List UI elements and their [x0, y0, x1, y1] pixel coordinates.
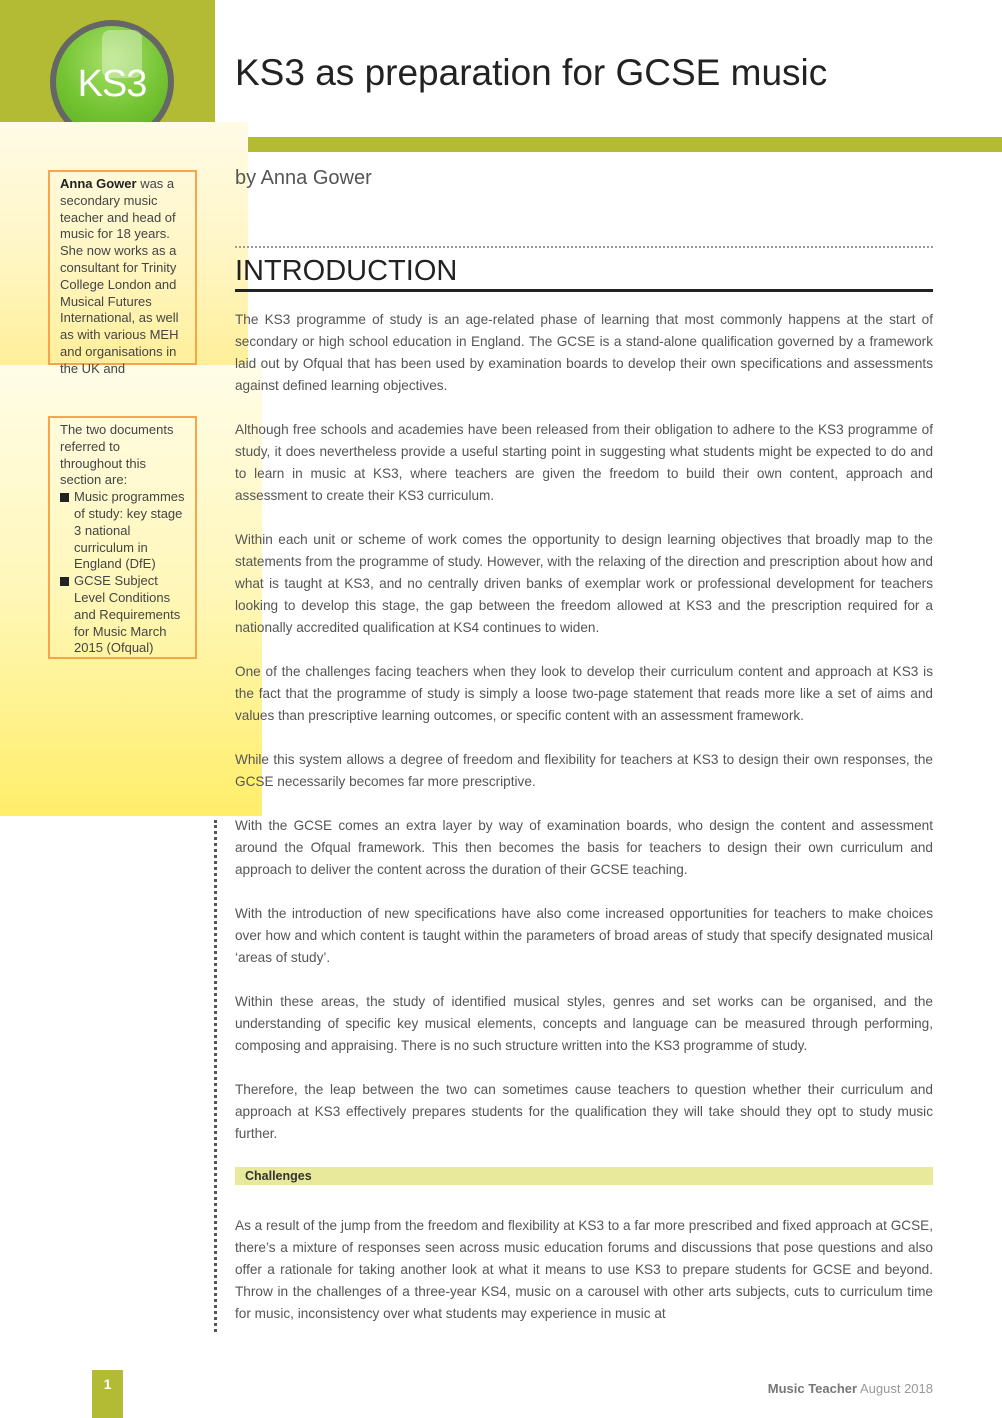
challenges-subheading: Challenges — [235, 1167, 933, 1185]
footer-credit — [768, 1381, 933, 1396]
body-paragraph: The KS3 programme of study is an age-related phase of learning that most commonly happens at the start of secondary or high school education in England. The GCSE is a stand-alone qualification governed by a framework laid out by Ofqual that has been used by examination boards to develop their own specifications and assessments against defined learning objectives. — [235, 312, 933, 393]
body-paragraph: Within these areas, the study of identified musical styles, genres and set works can be organised, and the understanding of specific key musical elements, concepts and language can be measured through performing, composing and appraising. There is no such structure written into the KS3 programme of study. — [235, 994, 933, 1053]
author-bio-text: was a secondary music teacher and head of music for 18 years. She now works as a consultant for Trinity College London and Musical Futures International, as well as with various MEH and organisations in the UK and — [60, 176, 179, 376]
body-paragraph: As a result of the jump from the freedom and flexibility at KS3 to a far more prescribed and fixed approach at GCSE, there’s a mixture of responses seen across music education forums and discussions that pose questions and also offer a rationale for taking another look at what it means to use KS3 to prepare students for GCSE and beyond. Throw in the challenges of a three-year KS4, music on a carousel with other arts subjects, cuts to curriculum time for music, inconsistency over what students may experience in music at — [235, 1218, 933, 1321]
body-paragraph: Therefore, the leap between the two can sometimes cause teachers to question whether their curriculum and approach at KS3 effectively prepares students for the qualification they will take should they opt to study music further. — [235, 1082, 933, 1141]
documents-box — [48, 416, 197, 659]
body-paragraph: While this system allows a degree of freedom and flexibility for teachers at KS3 to design their own responses, the GCSE necessarily becomes far more prescriptive. — [235, 752, 933, 789]
body-paragraph: With the introduction of new specifications have also come increased opportunities for teachers to make choices over how and which content is taught within the parameters of broad areas of study that specify designated musical ‘areas of study’. — [235, 906, 933, 965]
body-paragraph: Although free schools and academies have been released from their obligation to adhere to the KS3 programme of study, it does nevertheless provide a useful starting point in suggesting what students might be expected to do and to learn in music at KS3, where teachers are given the freedom to build their own content, approach and assessment to create their KS3 curriculum. — [235, 422, 933, 503]
author-name: Anna Gower — [60, 176, 137, 191]
publication-name: Music Teacher — [767, 1381, 858, 1396]
document-item: Music programmes of study: key stage 3 national curriculum in England (DfE) — [60, 489, 185, 573]
documents-list — [60, 489, 185, 657]
body-paragraph: One of the challenges facing teachers when they look to develop their curriculum content and approach at KS3 is the fact that the programme of study is simply a loose two-page statement that reads more like a set of aims and values than prescriptive learning outcomes, or specific content with an assessment framework. — [235, 664, 933, 723]
issue-date: August 2018 — [857, 1381, 933, 1396]
page-title: KS3 as preparation for GCSE music — [235, 52, 828, 93]
document-item: GCSE Subject Level Conditions and Requirements for Music March 2015 (Ofqual) — [60, 573, 185, 657]
section-heading: INTRODUCTION — [235, 255, 458, 287]
badge-label: KS3 — [77, 62, 147, 105]
dotted-divider — [235, 246, 933, 248]
author-bio-box — [48, 170, 197, 376]
vertical-dotted-divider — [214, 820, 217, 1332]
byline: by Anna Gower — [235, 167, 372, 189]
documents-intro: The two documents referred to throughout this section are: — [60, 422, 174, 488]
body-paragraph: With the GCSE comes an extra layer by way of examination boards, who design the content and assessment around the Ofqual framework. This then becomes the basis for teachers to design their own curriculum and approach to deliver the content across the duration of their GCSE teaching. — [235, 818, 933, 877]
article-body — [235, 309, 933, 1347]
page-number: 1 — [103, 1376, 112, 1392]
heading-rule — [235, 289, 933, 292]
page-number-tab — [92, 1370, 123, 1418]
title-underline-bar — [248, 137, 1002, 152]
body-paragraph: Within each unit or scheme of work comes the opportunity to design learning objectives that broadly map to the statements from the programme of study. However, with the relaxing of the direction and prescription about how and what is taught at KS3, and no centrally driven banks of exemplar work or professional development for teachers looking to develop this stage, the gap between the freedom allowed at KS3 and the prescription required for a nationally accredited qualification at KS4 continues to widen. — [235, 532, 933, 635]
